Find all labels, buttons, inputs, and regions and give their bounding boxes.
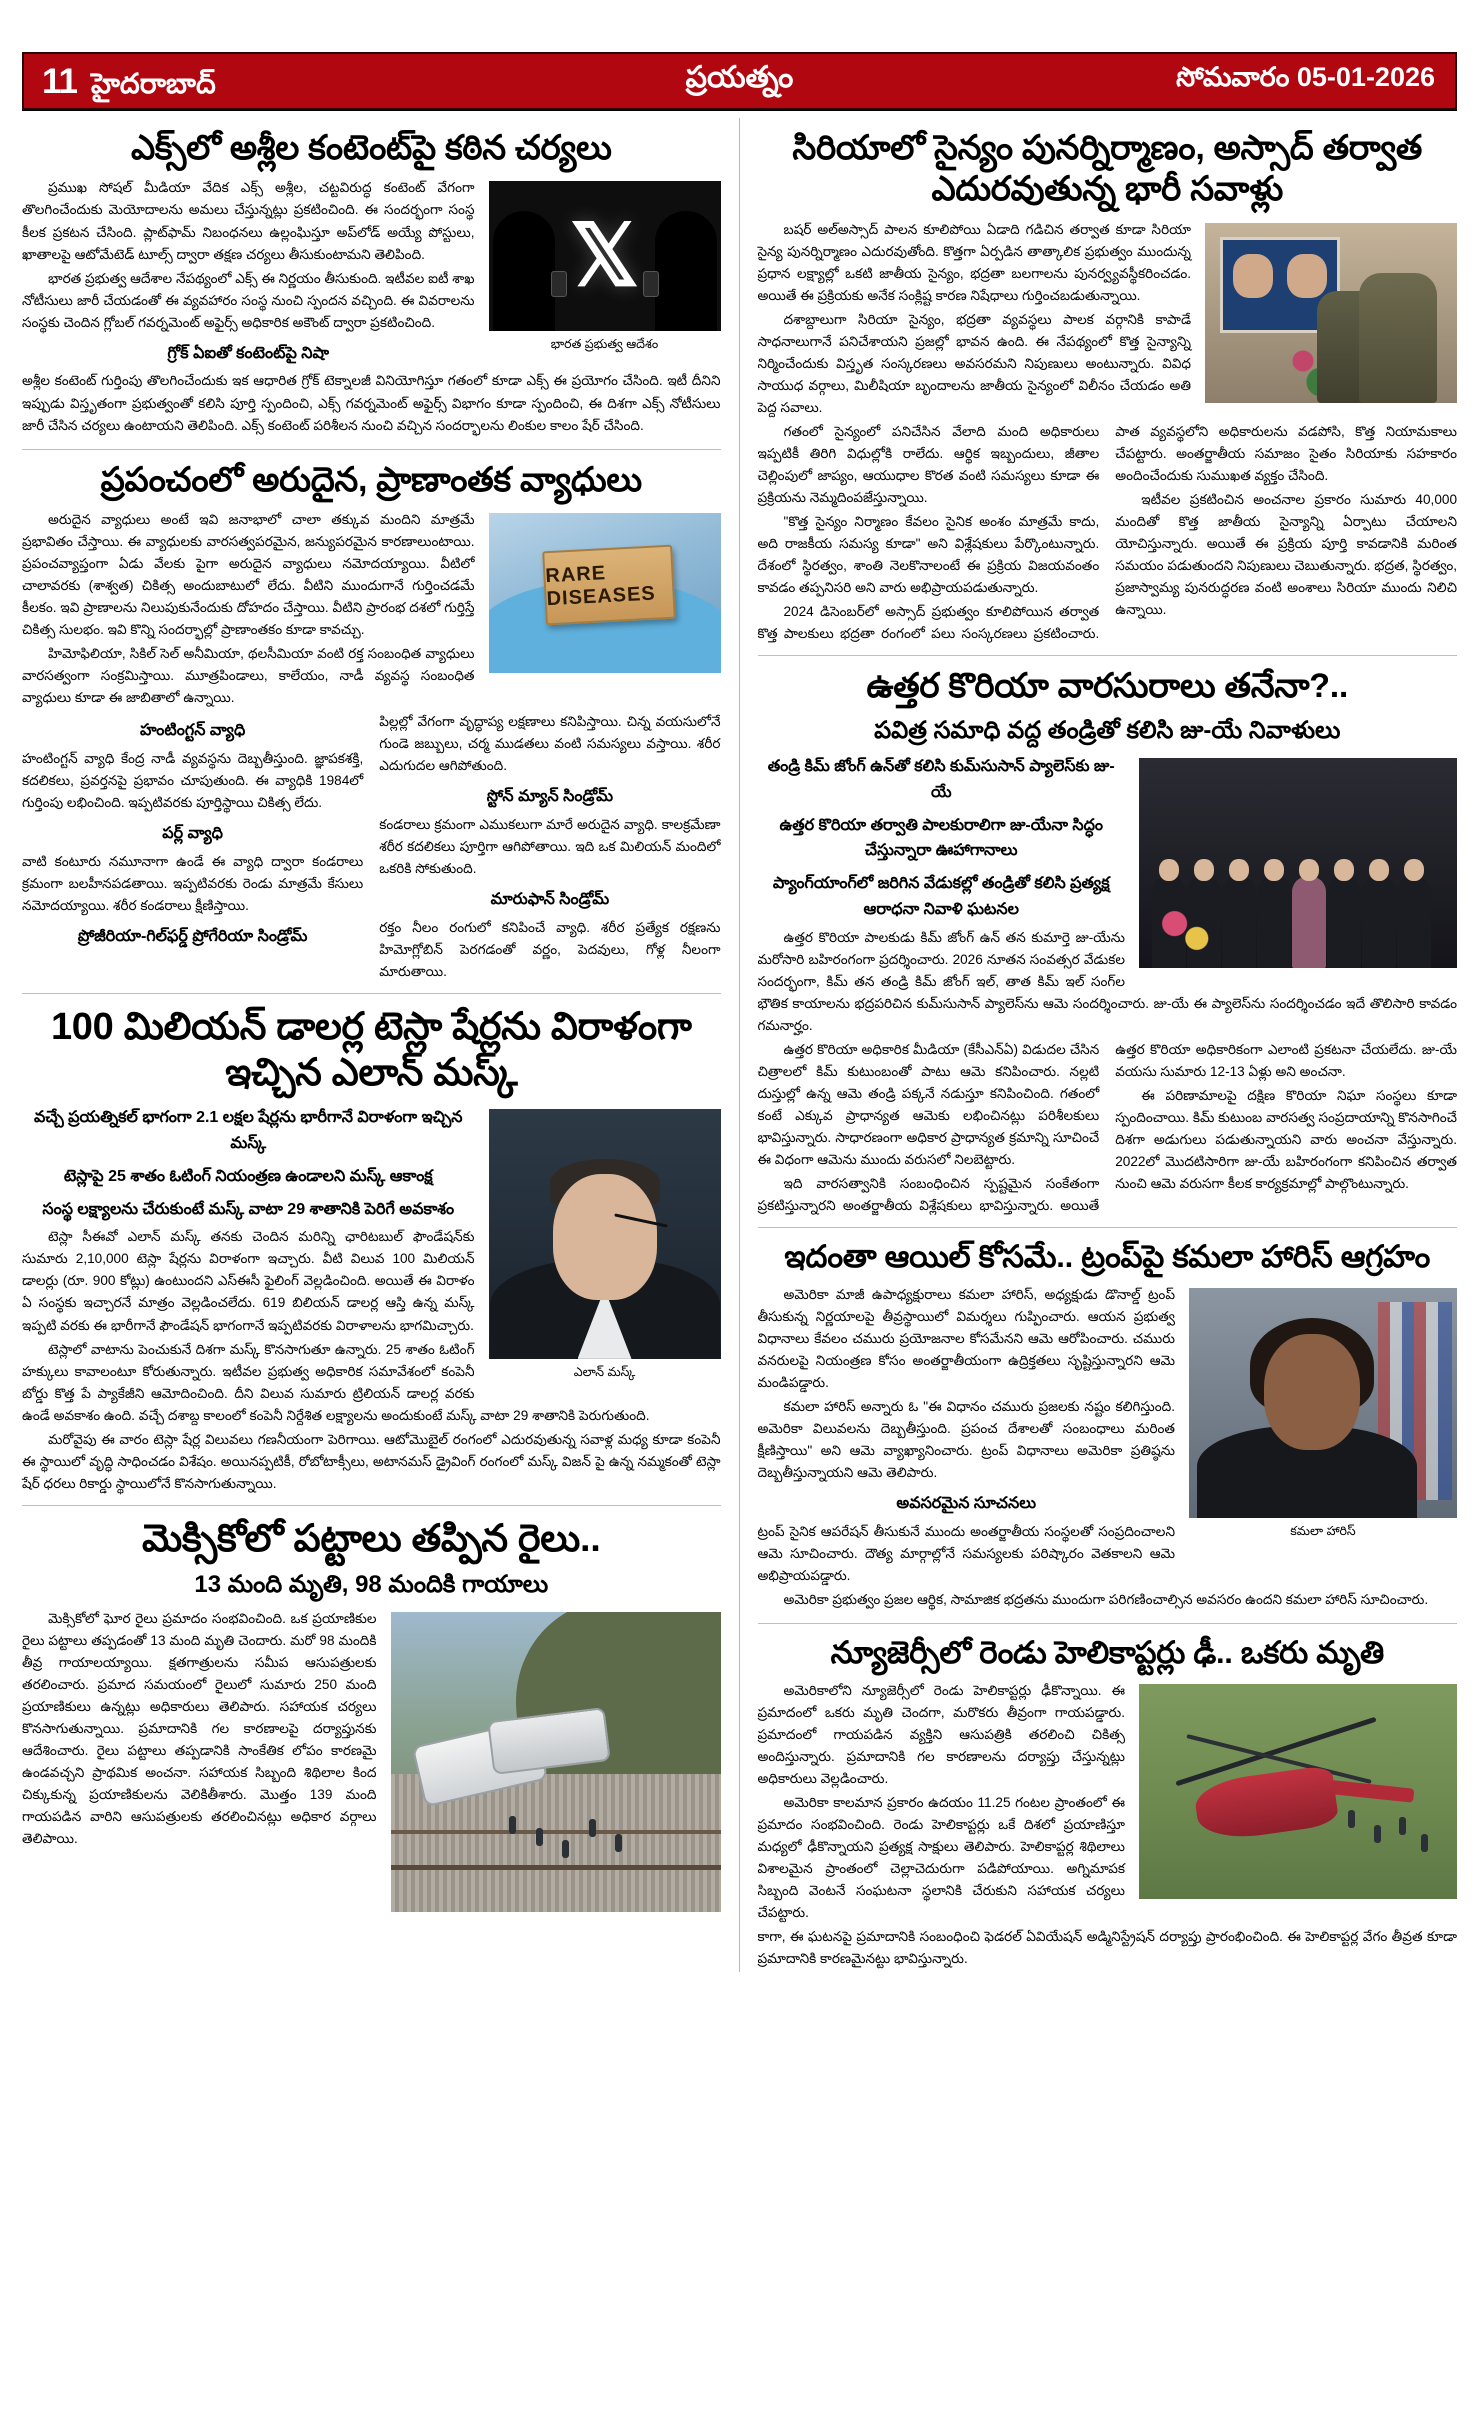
paragraph: హంటింగ్టన్ వ్యాధి కేంద్ర నాడీ వ్యవస్థను దెబ్బతీస్తుంది. జ్ఞాపకశక్తి, కదలికలు, ప్రవర్తనపై ప్రభావం చూపుతుంది. ఈ వ్యాధికి 1984లో గుర్తింపు లభించింది. ఇప్పటివరకు పూర్తిస్థాయి చికిత్స లేదు.: [22, 751, 364, 811]
responder: [1399, 1817, 1406, 1835]
article-north-korea-heir: [758, 666, 1458, 1217]
paragraph: రక్తం నీలం రంగులో కనిపించే వ్యాధి. శరీర ప్రత్యేక రక్షణను హిమోగ్లోబిన్ పెరగడంతో వర్ణం, పెదవులు, గోళ్ల నీలంగా మారుతాయి.: [379, 920, 721, 980]
bystander: [536, 1828, 543, 1846]
paragraph: కమలా హారిస్ అన్నారు ఓ "ఈ విధానం చమురు ప్రజలకు నష్టం కలిగిస్తుంది. అమెరికా విలువలను దెబ్బతీస్తుంది. ప్రపంచ దేశాలతో సంబంధాలు మరింత క్షీణిస్తాయి" అని ఆమె వ్యాఖ్యానించారు. ట్రంప్ విధానాలు అమెరికా ప్రతిష్ఠను దెబ్బతీస్తున్నాయని ఆమె తెలిపారు.: [757, 1399, 1175, 1481]
photo-image: [1139, 758, 1457, 968]
paragraph: 2024 డిసెంబర్‌లో అస్సాద్ ప్రభుత్వం కూలిపోయిన తర్వాత కొత్త పాలకులు భద్రతా రంగంలో పలు సంస్కరణలు ప్రకటించారు. పాత వ్యవస్థలోని అధికారులను వడపోసి, కొత్త నియామకాలు చేపట్టారు. అంతర్జాతీయ సమాజం సైతం సిరియాకు సహకారం అందించేందుకు సుముఖత వ్యక్తం చేసింది.: [757, 424, 1457, 642]
article-mexico-train-derail: [22, 1516, 721, 1918]
article-musk-tesla-donation: [22, 1004, 721, 1495]
paragraph: ఇటీవల ప్రకటించిన అంచనాల ప్రకారం సుమారు 40,000 మందితో కొత్త జాతీయ సైన్యాన్ని ఏర్పాటు చేయాలని యోచిస్తున్నారు. అయితే ఈ ప్రక్రియ పూర్తి కావడానికి మరింత సమయం పడుతుందని నిపుణులు చెబుతున్నారు. భద్రత, స్థిరత్వం, ప్రజాస్వామ్య పునరుద్ధరణ వంటి అంశాలు సిరియా ముందు నిలిచి ఉన్నాయి.: [1115, 492, 1457, 618]
paragraph: మెక్సికోలో ఘోర రైలు ప్రమాదం సంభవించింది. ఒక ప్రయాణికుల రైలు పట్టాలు తప్పడంతో 13 మంది మృతి చెందారు. మరో 98 మందికి తీవ్ర గాయాలయ్యాయి. క్షతగాత్రులను సమీప ఆసుపత్రులకు తరలించారు. ప్రమాద సమయంలో రైలులో సుమారు 250 మంది ప్రయాణికులు ఉన్నట్లు అధికారులు తెలిపారు. సహాయక చర్యలు కొనసాగుతున్నాయి. ప్రమాదానికి గల కారణాలపై దర్యాప్తునకు ఆదేశించారు. రైలు పట్టాలు తప్పడానికి సాంకేతిక లోపం కారణమై ఉండవచ్చని ప్రాథమిక అంచనా. సహాయక సిబ్బంది శిథిలాల కింద చిక్కుకున్న ప్రయాణికులను వెలికితీశారు. మొత్తం 139 మంది గాయపడిన వారిని ఆసుపత్రులకు తరలించినట్లు అధికార వర్గాలు తెలిపాయి.: [22, 1610, 377, 1847]
article-kamala-harris-trump-oil: [758, 1238, 1458, 1613]
helicopter-crash-photo: [1139, 1684, 1457, 1899]
kamala-harris-portrait-photo: [1189, 1288, 1457, 1540]
paragraph: దశాబ్దాలుగా సిరియా సైన్యం, భద్రతా వ్యవస్థలు పాలక వర్గానికి కాపాడే సాధనాలుగానే పనిచేశాయని ప్రజల్లో భావన ఉంది. ఈ నేపథ్యంలో కొత్త సైన్యాన్ని నిర్మించేందుకు విస్తృత సంస్కరణలు అవసరమని నిపుణులు అంటున్నారు. వివిధ సాయుధ వర్గాలు, మిలీషియా బృందాలను జాతీయ సైన్యంలో విలీనం చేయడం అతి పెద్ద సవాలు.: [757, 312, 1191, 416]
paper-name: ప్రయత్నం: [685, 60, 794, 94]
paragraph: టెస్లాలో వాటాను పెంచుకునే దిశగా మస్క్ కొనసాగుతూ ఉన్నారు. 25 శాతం ఓటింగ్ హక్కులు కావాలంటూ కోరుతున్నారు. ఇటీవల ప్రభుత్వ అధికారిక సమావేశంలో కంపెనీ బోర్డు కొత్త పే ప్యాకేజీని ఆమోదించింది. దీని విలువ సుమారు ట్రిలియన్ డాలర్ల వరకు ఉండే అవకాశం ఉంది. వచ్చే దశాబ్ద కాలంలో కంపెనీ నిర్దేశిత లక్ష్యాలను అందుకుంటే మస్క్ వాటా 29 శాతానికి పెరుగుతుంది.: [22, 1341, 650, 1423]
divider: [758, 1227, 1458, 1228]
paragraph: ఇది వారసత్వానికి సంబంధించిన స్పష్టమైన సంకేతంగా ప్రకటిస్తున్నారని అంతర్జాతీయ విశ్లేషకులు భావిస్తున్నారు. అయితే ఉత్తర కొరియా అధికారికంగా ఎలాంటి ప్రకటనా చేయలేదు. జు-యే వయసు సుమారు 12-13 ఏళ్లు అని అంచనా.: [757, 1042, 1457, 1214]
divider: [758, 1623, 1458, 1624]
paragraph: ఉత్తర కొరియా అధికారిక మీడియా (కేసీఎన్ఏ) విడుదల చేసిన చిత్రాలలో కిమ్ కుటుంబంతో పాటు ఆమె కనిపించారు. నల్లటి దుస్తుల్లో ఉన్న ఆమె తండ్రి పక్కనే నడుస్తూ కనిపించింది. గతంలో కంటే ఎక్కువ ప్రాధాన్యత ఆమెకు లభించినట్లు పరిశీలకులు భావిస్తున్నారు. సాధారణంగా అధికార ప్రాధాన్యత క్రమాన్ని సూచించే ఈ విధంగా ఆమెను ముందు వరుసలో నిలబెట్టారు.: [757, 1042, 1100, 1168]
paragraph: ట్రంప్ సైనిక ఆపరేషన్ తీసుకునే ముందు అంతర్జాతీయ సంస్థలతో సంప్రదించాలని ఆమె సూచించారు. దౌత్య మార్గాల్లోనే సమస్యలకు పరిష్కారం వెతకాలని ఆమె అభిప్రాయపడ్డారు.: [757, 1524, 1175, 1584]
paragraph: అమెరికా ప్రభుత్వం ప్రజల ఆర్థిక, సామాజిక భద్రతను ముందుగా పరిగణించాల్సిన అవసరం ఉందని కమలా హారిస్ సూచించారు.: [783, 1592, 1429, 1608]
responder: [1421, 1834, 1428, 1852]
photo-image: [1205, 223, 1457, 403]
dignitary: [1397, 876, 1431, 968]
article-body-continued: [758, 421, 1458, 645]
article-body-continued: [758, 1039, 1458, 1217]
headline: ఉత్తర కొరియా వారసురాలు తనేనా?..: [866, 667, 1349, 706]
paragraph: పిల్లల్లో వేగంగా వృద్ధాప్య లక్షణాలు కనిపిస్తాయి. చిన్న వయసులోనే గుండె జబ్బులు, చర్మ ముడతలు వంటి సమస్యలు వస్తాయి. శరీర ఎదుగుదల ఆగిపోతుంది.: [379, 714, 721, 774]
headline: మెక్సికోలో పట్టాలు తప్పిన రైలు..: [141, 1517, 601, 1560]
paragraph: అరుదైన వ్యాధులు అంటే ఇవి జనాభాలో చాలా తక్కువ మందిని మాత్రమే ప్రభావితం చేస్తాయి. ఈ వ్యాధులకు వారసత్వపరమైన, జన్యుపరమైన కారణాలుంటాయి. ప్రపంచవ్యాప్తంగా ఏడు వేలకు పైగా అరుదైన వ్యాధులు నమోదయ్యాయి. వీటిలో చాలావరకు (శాశ్వత) చికిత్స అందుబాటులో లేదు. వీటిని ముందుగానే గుర్తించడమే కీలకం. ఇవి ప్రాణాలను నిలుపుకునేందుకు దోహదం చేస్తాయి. వీటిని ప్రారంభ దశలో గుర్తిస్తే చికిత్స సులభం. ఇవి కొన్ని సందర్భాల్లో ప్రాణాంతకం కూడా కావచ్చు.: [22, 512, 475, 638]
photo-caption: కమలా హారిస్: [1290, 1524, 1356, 1539]
subsection-kicker: స్టోన్ మ్యాన్ సిండ్రోమ్: [486, 788, 614, 806]
phone-left: [551, 271, 567, 297]
bystander: [509, 1816, 516, 1834]
north-korea-leaders-photo: [1139, 758, 1457, 968]
phone-right: [643, 271, 659, 297]
paragraph: టెస్లా సీఈవో ఎలాన్ మస్క్ తనకు చెందిన మరిన్ని ఛారిటబుల్ ఫౌండేషన్‌కు సుమారు 2,10,000 టెస్లా షేర్లను విరాళంగా ఇచ్చారు. వీటి విలువ 100 మిలియన్ డాలర్లు (రూ. 900 కోట్లు) ఉంటుందని ఎస్ఈసీ ఫైలింగ్ వెల్లడించింది. అయితే ఈ విరాళం ఏ సంస్థకు ఇచ్చారనే మాత్రం వెల్లడించలేదు. 619 బిలియన్ డాలర్ల ఆస్తి ఉన్న మస్క్ ఇప్పటి వరకు ఈ భారీగానే ఫౌండేషన్ భాగంగానే ఇప్పటివరకు విరాళాలను భాగమిచ్చారు.: [22, 1229, 475, 1333]
x-logo-icon: 𝕏: [569, 208, 640, 305]
subsection-kicker: ప్రోజీరియా-గిల్‌ఫర్డ్ ప్రోగేరియా సిండ్రోమ్: [77, 928, 308, 946]
headline: ప్రపంచంలో అరుదైన, ప్రాణాంతక వ్యాధులు: [100, 460, 642, 499]
photo-image: [1139, 1684, 1457, 1899]
responder: [1348, 1810, 1355, 1828]
paragraph: అమెరికాలోని న్యూజెర్సీలో రెండు హెలికాప్టర్లు ఢీకొన్నాయి. ఈ ప్రమాదంలో ఒకరు మృతి చెందగా, మరొకరు తీవ్రంగా గాయపడ్డారు. ప్రమాదంలో గాయపడిన వ్యక్తిని ఆసుపత్రికి తరలించి చికిత్స అందిస్తున్నారు. ప్రమాదానికి గల కారణాలను దర్యాప్తు చేస్తున్నట్లు అధికారులు వెల్లడించారు.: [757, 1683, 1125, 1787]
divider: [22, 1505, 721, 1506]
bystander: [615, 1834, 622, 1852]
paragraph: "కొత్త సైన్యం నిర్మాణం కేవలం సైనిక అంశం మాత్రమే కాదు, అది రాజకీయ సమస్య కూడా" అని విశ్లేషకులు పేర్కొంటున్నారు. దేశంలో స్థిరత్వం, శాంతి నెలకొనాలంటే ఈ ప్రక్రియ విజయవంతం కావడం తప్పనిసరి అని వారు అభిప్రాయపడుతున్నారు.: [757, 514, 1100, 596]
headline: ఇదంతా ఆయిల్ కోసమే.. ట్రంప్‌పై కమలా హారిస్ ఆగ్రహం: [784, 1239, 1431, 1275]
paragraph: అశ్లీల కంటెంట్ గుర్తింపు తొలగించేందుకు ఇక ఆధారిత గ్రోక్ టెక్నాలజీ వినియోగిస్తూ గతంలో కూడా ఎక్స్ ఈ ప్రయోగం చేసింది. ఇటీ దీనిని ఇప్పుడు విస్తృతంగా ప్రభుత్వంతో కలిసి పూర్తి స్పందించి, ఎక్స్ గవర్నమెంట్ అఫైర్స్ విభాగం కూడా స్పందించి, ఈ దిశగా ఎక్స్ నోటీసులు జారీ చేసిన చర్యలు ఉంటాయని తెలిపింది. ఎక్స్ కంటెంట్ పరిశీలన నుంచి వచ్చిన సందర్భాలను లింకుల కాలం షేర్ చేసింది.: [22, 373, 721, 433]
mexico-derailed-train-photo: [391, 1612, 721, 1912]
photo-image: [1189, 1288, 1457, 1518]
standfirst-line: వచ్చే ప్రయత్నికల్ భాగంగా 2.1 లక్షల షేర్లను భారీగానే విరాళంగా ఇచ్చిన మస్క్: [33, 1108, 463, 1152]
x-logo-phone-photo: [489, 181, 721, 353]
newspaper-page: [0, 52, 1479, 2416]
photo-image: [489, 1109, 721, 1359]
photo-caption: ఎలాన్ మస్క్: [573, 1364, 636, 1379]
responder: [1374, 1825, 1381, 1843]
floral-arrangement: [1145, 894, 1219, 968]
paragraph: వాటి కంటూరు నమూనాగా ఉండే ఈ వ్యాధి ద్వారా కండరాలు క్రమంగా బలహీనపడతాయి. ఇప్పటివరకు రెండు మాత్రమే కేసులు నమోదయ్యాయి. శరీర కండరాలు క్షీణిస్తాయి.: [22, 854, 364, 914]
edition-city: హైదరాబాద్: [91, 67, 216, 99]
poster-face-1: [1233, 254, 1273, 298]
masthead-banner: [22, 52, 1457, 110]
dignitary: [1362, 876, 1396, 968]
article-newjersey-helicopter-crash: [758, 1634, 1458, 1970]
article-x-obscene-content: [22, 128, 721, 439]
silhouette-right: [655, 211, 717, 331]
left-column: [22, 118, 740, 1972]
headline: సిరియాలో సైన్యం పునర్నిర్మాణం, అస్సాద్ తర్వాత ఎదురవుతున్న భారీ సవాళ్లు: [792, 129, 1423, 209]
standfirst-line: టెస్లాపై 25 శాతం ఓటింగ్ నియంత్రణ ఉండాలని మస్క్ ఆకాంక్ష: [63, 1167, 433, 1185]
article-photo-caption-block: [758, 1926, 1458, 1970]
headline: 100 మిలియన్ డాలర్ల టెస్లా షేర్లను విరాళంగా ఇచ్చిన ఎలాన్ మస్క్: [50, 1006, 692, 1095]
silhouette-left: [493, 211, 555, 331]
paragraph: బషర్ అల్‌అస్సాద్ పాలన కూలిపోయి ఏడాది గడిచిన తర్వాత కూడా సిరియా సైన్య పునర్నిర్మాణం ఎదురవుతోంది. కొత్తగా ఏర్పడిన తాత్కాలిక ప్రభుత్వం ముందున్న ప్రధాన లక్ష్యాల్లో ఒకటి జాతీయ సైన్యం, భద్రతా బలగాలను పునర్వ్యవస్థీకరించడం. అయితే ఈ ప్రక్రియకు అనేక సంక్లిష్ట కారణ నిషేధాలు గుర్తించబడుతున్నాయి.: [757, 221, 1191, 303]
photo-image: [489, 181, 721, 331]
paragraph: కండరాలు క్రమంగా ఎముకలుగా మారే అరుదైన వ్యాధి. కాలక్రమేణా శరీర కదలికలు పూర్తిగా ఆగిపోతాయి. ఇది ఒక మిలియన్ మందిలో ఒకరికి సోకుతుంది.: [379, 817, 721, 877]
bullet-line: తండ్రి కిమ్ జోంగ్ ఉన్‌తో కలిసి కుమ్‌సుసాన్ ప్యాలెస్‌కు జు-యే: [767, 757, 1115, 801]
subheadline: 13 మంది మృతి, 98 మందికి గాయాలు: [194, 1570, 549, 1598]
rare-diseases-block-photo: [489, 513, 721, 673]
masthead-left: [24, 61, 216, 101]
syria-soldiers-photo: [1205, 223, 1457, 403]
paragraph: ఈ పరిణామాలపై దక్షిణ కొరియా నిఘా సంస్థలు కూడా స్పందించాయి. కిమ్ కుటుంబ వారసత్వ సంప్రదాయాన్ని కొనసాగించే దిశగా అడుగులు పడుతున్నాయని వారు అంచనా వేస్తున్నారు. 2022లో మొదటిసారిగా జు-యే బహిరంగంగా కనిపించిన తర్వాత నుంచి ఆమె వరుసగా కీలక కార్యక్రమాల్లో పాల్గొంటున్నారు.: [1115, 1088, 1457, 1192]
subheadline: పవిత్ర సమాధి వద్ద తండ్రితో కలిసి జు-యే నివాళులు: [874, 716, 1341, 744]
article-body-subsections: [22, 711, 721, 983]
face: [553, 1174, 657, 1300]
photo-image: [489, 513, 721, 673]
dignitary: [1292, 876, 1326, 968]
subsection-kicker: హంటింగ్టన్ వ్యాధి: [139, 722, 246, 740]
dignitary: [1222, 876, 1256, 968]
standfirst-line: సంస్థ లక్ష్యాలను చేరుకుంటే మస్క్ వాటా 29 శాతానికి పెరిగే అవకాశం: [42, 1200, 455, 1218]
bystander: [562, 1840, 569, 1858]
paragraph: ఉత్తర కొరియా పాలకుడు కిమ్ జోంగ్ ఉన్ తన కుమార్తె జు-యేను మరోసారి బహిరంగంగా ప్రదర్శించారు. 2026 నూతన సంవత్సర వేడుకల సందర్భంగా, కిమ్ తన తండ్రి కిమ్ జోంగ్ ఇల్, తాత కిమ్ ఇల్ సంగ్‌ల భౌతిక కాయాలను భద్రపరిచిన కుమ్‌సుసాన్ ప్యాలెస్‌ను ఆమె సందర్శించారు. జు-యే ఈ ప్యాలెస్‌ను సందర్శించడం ఇదే తొలిసారి కావడం గమనార్హం.: [757, 930, 1457, 1034]
article-rare-diseases: [22, 460, 721, 984]
photo-image: [391, 1612, 721, 1912]
face: [1264, 1334, 1360, 1450]
paragraph: ప్రముఖ సోషల్ మీడియా వేదిక ఎక్స్ అశ్లీల, చట్టవిరుద్ధ కంటెంట్ వేగంగా తొలగించేందుకు మెయోదాలను అమలు చేస్తున్నట్లు ప్రకటించింది. ఈ సందర్భంగా సంస్థ కీలక ప్రకటన చేసింది. ప్లాట్‌ఫామ్ నిబంధనలు ఉల్లంఘిస్తూ అప్‌లోడ్ అయ్యే పోస్టులు, ఖాతాలపై ఆటోమేటెడ్ టూల్స్ ద్వారా తక్షణ చర్యలు తీసుకుంటామని తెలిపింది.: [22, 180, 475, 262]
bullet-line: ఉత్తర కొరియా తర్వాతి పాలకురాలిగా జు-యేనా సిద్ధం చేస్తున్నారా ఊహాగానాలు: [779, 816, 1104, 860]
date-line: సోమవారం 05-01-2026: [1176, 62, 1435, 92]
photo-caption: కాగా, ఈ ఘటనపై ప్రమాదానికి సంబంధించి ఫెడరల్ ఏవియేషన్ అడ్మినిస్ట్రేషన్ దర్యాప్తు ప్రారంభించింది. ఈ హెలికాప్టర్ల వేగం తీవ్రత కూడా ప్రమాదానికి కారణమైనట్టు భావిస్తున్నారు.: [757, 1929, 1457, 1967]
photo-caption: భారత ప్రభుత్వ ఆదేశం: [550, 337, 659, 352]
right-column: [740, 118, 1458, 1972]
paragraph: అమెరికా మాజీ ఉపాధ్యక్షురాలు కమలా హారిస్, అధ్యక్షుడు డొనాల్డ్ ట్రంప్ తీసుకున్న నిర్ణయాలపై తీవ్రస్థాయిలో విమర్శలు గుప్పించారు. ఆయన ప్రభుత్వ విధానాలు కేవలం చమురు ప్రయోజనాల కోసమేనని ఆమె ఆరోపించారు. చమురు వనరులపై నియంత్రణ కోసం అంతర్జాతీయంగా ఉద్రిక్తతలు సృష్టిస్తున్నారని ఆమె మండిపడ్డారు.: [757, 1287, 1175, 1391]
article-body-tail: [22, 1429, 721, 1495]
bystander: [589, 1819, 596, 1837]
page-columns: [22, 118, 1457, 1972]
divider: [758, 655, 1458, 656]
poster-face-2: [1287, 254, 1327, 298]
block-text: RARE DISEASES: [545, 562, 657, 611]
subsection-kicker: అవసరమైన సూచనలు: [896, 1495, 1037, 1513]
dignitary: [1257, 876, 1291, 968]
soldier-1: [1359, 273, 1437, 403]
divider: [22, 993, 721, 994]
paragraph: హిమోఫిలియా, సికిల్ సెల్ అనీమియా, థలసీమియా వంటి రక్త సంబంధిత వ్యాధులు వారసత్వంగా సంక్రమిస్తాయి. మూత్రపిండాలు, కాలేయం, నాడీ వ్యవస్థ సంబంధిత వ్యాధులు కూడా ఈ జాబితాలో ఉన్నాయి.: [22, 646, 475, 706]
rail-far: [391, 1830, 721, 1834]
headline: న్యూజెర్సీలో రెండు హెలికాప్టర్లు ఢీ.. ఒకరు మృతి: [830, 1635, 1384, 1671]
paragraph: భారత ప్రభుత్వ ఆదేశాల నేపథ్యంలో ఎక్స్ ఈ నిర్ణయం తీసుకుంది. ఇటీవల ఐటీ శాఖ నోటీసులు జారీ చేయడంతో ఈ వ్యవహారం సంస్థ నుంచి స్పందన వచ్చింది. ఈ వివరాలను సంస్థకు చెందిన గ్లోబల్ గవర్నమెంట్ అఫైర్స్ అధికారిక అకౌంట్ ద్వారా ప్రకటించింది.: [22, 270, 475, 330]
subsection-kicker: పర్ల్ వ్యాధి: [162, 825, 223, 843]
paragraph: అమెరికా కాలమాన ప్రకారం ఉదయం 11.25 గంటల ప్రాంతంలో ఈ ప్రమాదం సంభవించింది. రెండు హెలికాప్టర్లు ఒకే దిశలో ప్రయాణిస్తూ మధ్యలో ఢీకొన్నాయని ప్రత్యక్ష సాక్షులు తెలిపారు. హెలికాప్టర్ల శిథిలాలు విశాలమైన ప్రాంతంలో చెల్లాచెదురుగా పడిపోయాయి. అగ్నిమాపక సిబ్బంది వెంటనే సంఘటనా స్థలానికి చేరుకుని సహాయక చర్యలు చేపట్టారు.: [757, 1795, 1125, 1921]
wooden-block: [542, 545, 676, 625]
helicopter-fuselage: [1193, 1765, 1340, 1844]
headline: ఎక్స్‌లో అశ్లీల కంటెంట్‌పై కఠిన చర్యలు: [130, 129, 612, 167]
bullet-line: ప్యాంగ్‌యాంగ్‌లో జరిగిన వేడుకల్లో తండ్రితో కలిసి ప్రత్యక్ష ఆరాధనా నివాళి ఘటనల: [772, 875, 1110, 919]
dignitary: [1327, 876, 1361, 968]
paragraph: గతంలో సైన్యంలో పనిచేసిన వేలాది మంది అధికారులు ఇప్పటికీ తిరిగి విధుల్లోకి రాలేదు. ఆర్థిక ఇబ్బందులు, జీతాల చెల్లింపులో జాప్యం, ఆయుధాల కొరత వంటి సమస్యలు కూడా ఈ ప్రక్రియను నెమ్మదింపజేస్తున్నాయి.: [757, 424, 1100, 506]
page-number: 11: [42, 61, 77, 101]
elon-musk-portrait-photo: [489, 1109, 721, 1381]
rail-near: [391, 1865, 721, 1870]
article-syria-army-rebuild: [758, 128, 1458, 645]
subsection-kicker: గ్రోక్ ఏఐతో కంటెంట్‌పై నిషా: [167, 344, 329, 362]
divider: [22, 449, 721, 450]
subsection-kicker: మారుఫాన్ సిండ్రోమ్: [490, 891, 610, 909]
paragraph: మరోవైపు ఈ వారం టెస్లా షేర్ల విలువలు గణనీయంగా పెరిగాయి. ఆటోమొబైల్ రంగంలో ఎదురవుతున్న సవాళ్ల మధ్య కూడా కంపెనీ ఈ స్థాయిలో వృద్ధి సాధించడం విశేషం. అయినప్పటికీ, రోబోటాక్సీలు, అటానమస్ డ్రైవింగ్ రంగంలో మస్క్ విజన్ పై ఉన్న నమ్మకంతో టెస్లా షేర్ ధరలు రికార్డు స్థాయిలోనే కొనసాగుతున్నాయి.: [22, 1431, 721, 1491]
